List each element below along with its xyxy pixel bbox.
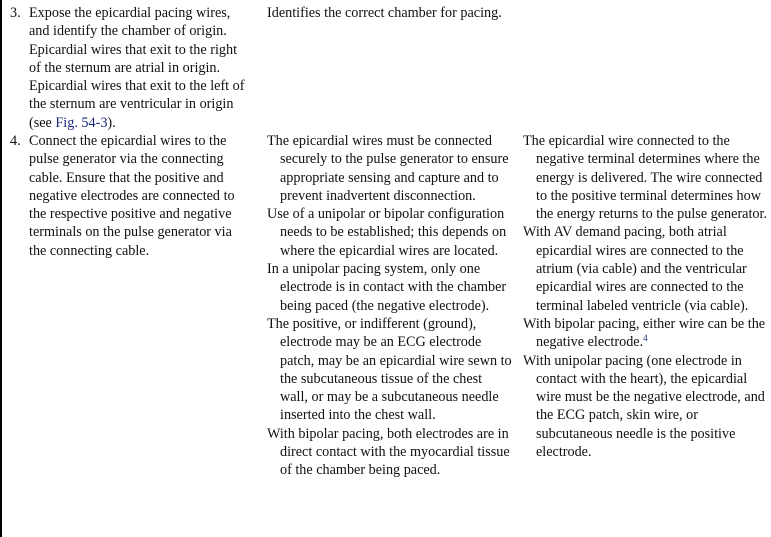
rationale-paragraph: Identifies the correct chamber for pacing. bbox=[267, 5, 502, 21]
step-3 bbox=[10, 4, 250, 132]
step-text bbox=[29, 4, 250, 132]
special-considerations-4 bbox=[523, 132, 769, 461]
step-text-end: ). bbox=[107, 114, 116, 131]
left-border-rule bbox=[0, 0, 2, 537]
reference-superscript[interactable]: 4 bbox=[643, 333, 648, 344]
step-number: 4. bbox=[10, 133, 21, 149]
consideration-paragraph: The epicardial wire connected to the negative terminal determines where the energy is delivered. The wire connected to the positive terminal determines how the energy returns to the pulse generator. bbox=[523, 133, 767, 223]
rationale-paragraph: Use of a unipolar or bipolar configuration needs to be established; this depends on where the epicardial wires are located. bbox=[267, 206, 507, 259]
figure-link[interactable]: Fig. 54-3 bbox=[55, 114, 108, 131]
rationale-paragraph: The epicardial wires must be connected securely to the pulse generator to ensure appropriate sensing and capture and to prevent inadvertent disconnection. bbox=[267, 133, 509, 204]
consideration-paragraph bbox=[523, 315, 769, 352]
rationale-3 bbox=[267, 4, 513, 22]
rationale-paragraph: The positive, or indifferent (ground), electrode may be an ECG electrode patch, may be an epicardial wire sewn to the subcutaneous tissue of the chest wall, or may be a subcutaneous needle inserted into the chest wall. bbox=[267, 315, 512, 424]
rationale-4 bbox=[267, 132, 513, 480]
rationale-paragraph: With bipolar pacing, both electrodes are in direct contact with the myocardial tissue of the chamber being paced. bbox=[267, 425, 510, 479]
step-number: 3. bbox=[10, 5, 21, 21]
rationale-paragraph: In a unipolar pacing system, only one electrode is in contact with the chamber being paced (the negative electrode). bbox=[267, 261, 507, 314]
step-4 bbox=[10, 132, 250, 260]
step-text-body: Expose the epicardial pacing wires, and identify the chamber of origin. Epicardial wires that exit to the right of the sternum are atrial in origin. Epicardial wires that exit to the left of the sternum are ventricular in origin (see bbox=[29, 5, 245, 131]
consideration-text: With bipolar pacing, either wire can be the negative electrode. bbox=[523, 315, 766, 351]
step-text: Connect the epicardial wires to the pulse generator via the connecting cable. Ensure that the positive and negative electrodes are connected to the respective positive and negative terminals on the pulse generator via the connecting cable. bbox=[29, 133, 235, 259]
consideration-paragraph: With AV demand pacing, both atrial epicardial wires are connected to the atrium (via cable) and the ventricular epicardial wires are connected to the terminal labeled ventricle (via cable). bbox=[523, 224, 749, 314]
consideration-paragraph: With unipolar pacing (one electrode in contact with the heart), the epicardial wire must be the negative electrode, and the ECG patch, skin wire, or subcutaneous needle is the positive electrode. bbox=[523, 352, 765, 461]
